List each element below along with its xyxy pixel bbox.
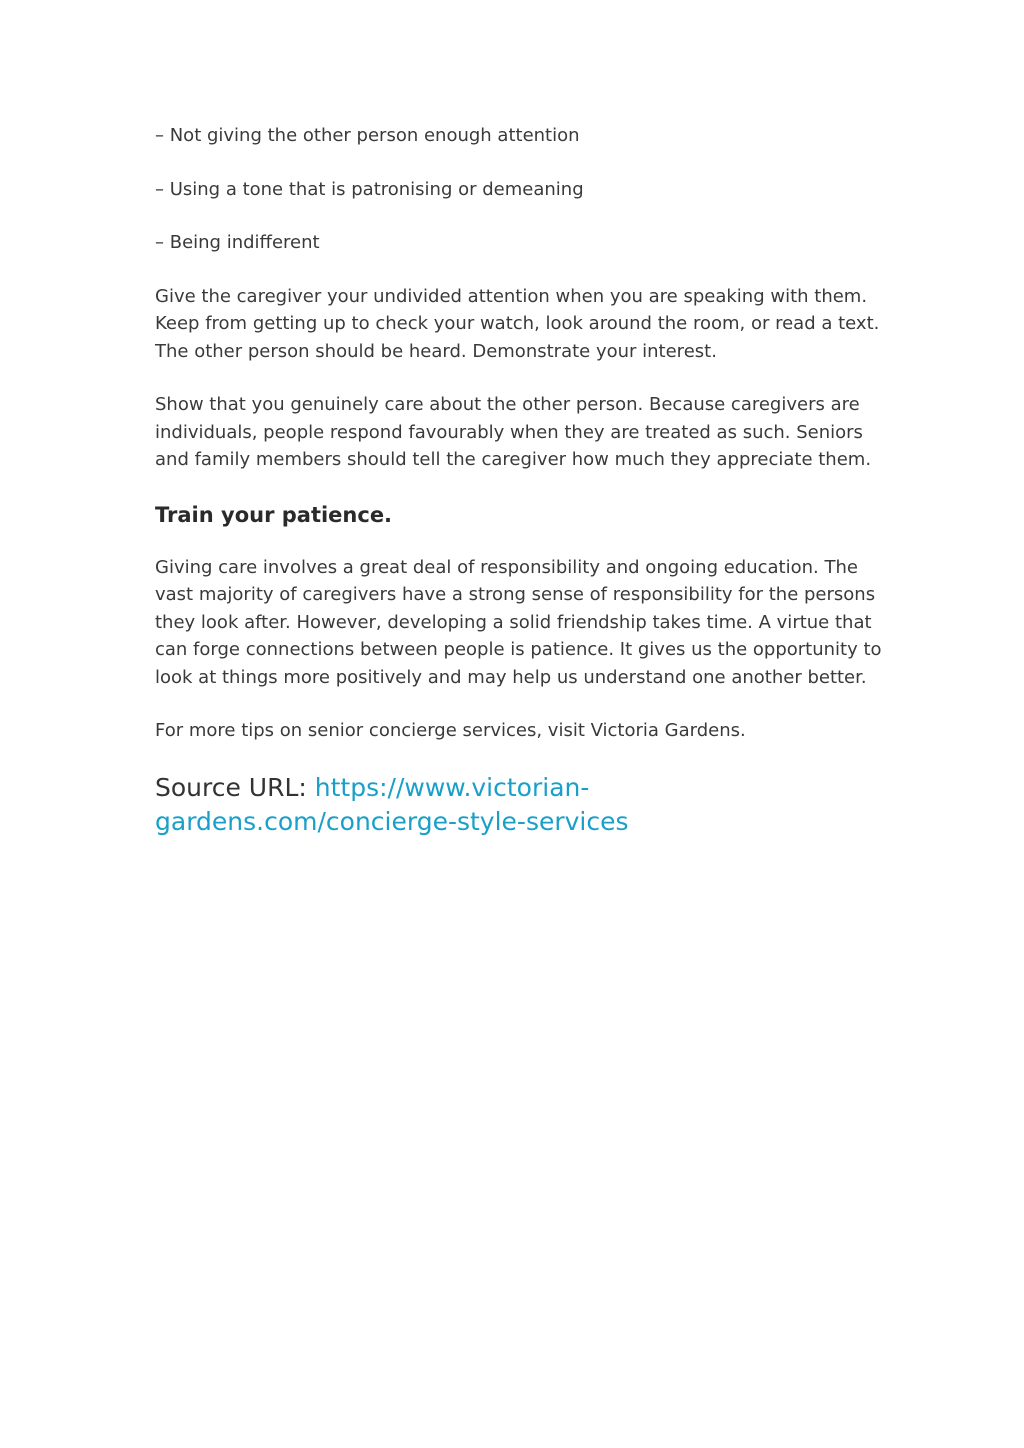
paragraph-patience: Giving care involves a great deal of responsibility and ongoing education. The vast majority of caregivers have a strong sense of responsibility for the persons they look after. However, developing a solid friendship takes time. A virtue that can forge connections between people is patience. It gives us the opportunity to look at things more positively and may help us understand one another better.: [155, 556, 882, 688]
paragraph-attention: Give the caregiver your undivided attention when you are speaking with them. Keep from getting up to check your watch, look around the room, or read a text. The other person should be heard. Demonstrate your interest.: [155, 285, 880, 362]
bullet-item: – Not giving the other person enough attention: [155, 125, 580, 146]
section-heading: Train your patience.: [155, 502, 393, 527]
document-page: [155, 122, 885, 839]
bullet-item: – Using a tone that is patronising or demeaning: [155, 178, 584, 200]
paragraph-care: Show that you genuinely care about the other person. Because caregivers are individuals, people respond favourably when they are treated as such. Seniors and family members should tell the caregiver how much they appreciate them.: [155, 394, 872, 470]
source-line: [155, 771, 885, 839]
paragraph-tips: For more tips on senior concierge services, visit Victoria Gardens.: [155, 720, 746, 741]
bullet-item: – Being indifferent: [155, 232, 320, 253]
source-url-link[interactable]: https://www.victorian-gardens.com/concierge-style-services: [155, 772, 629, 836]
source-label: Source URL:: [155, 772, 315, 802]
